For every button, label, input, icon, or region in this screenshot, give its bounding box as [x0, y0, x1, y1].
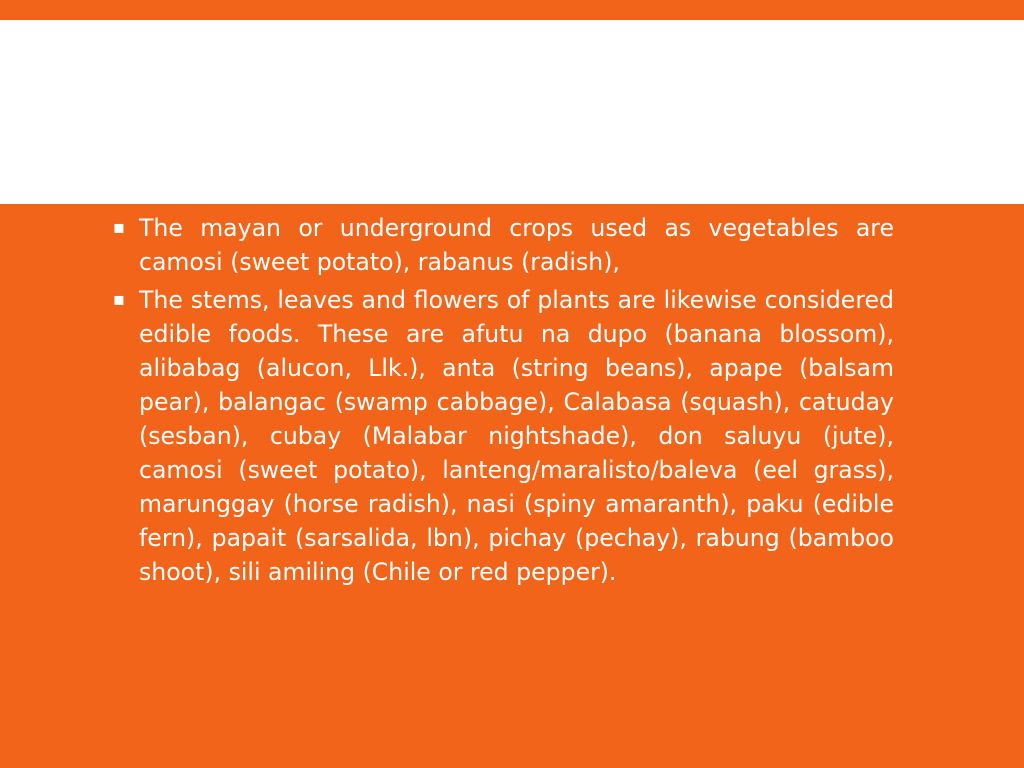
title-band: [0, 20, 1024, 204]
bullet-marker-icon: ▪: [112, 289, 126, 310]
bullet-item: [108, 283, 894, 589]
bullet-item: [108, 211, 894, 279]
bullet-text: The stems, leaves and flowers of plants are likewise considered edible foods. These are afutu na dupo (banana blossom), alibabag (alucon, Llk.), anta (string beans), apape (balsam pear), balangac (swamp cabbage), Calabasa (squash), catuday (sesban), cubay (Malabar nightshade), don saluyu (jute), camosi (sweet potato), lanteng/maralisto/baleva (eel grass), marunggay (horse radish), nasi (spiny amaranth), paku (edible fern), papait (sarsalida, lbn), pichay (pechay), rabung (bamboo shoot), sili amiling (Chile or red pepper).: [139, 286, 894, 586]
bullet-marker-icon: ▪: [112, 217, 126, 238]
bullet-list: [108, 211, 894, 593]
bullet-text: The mayan or underground crops used as vegetables are camosi (sweet potato), rabanus (radish),: [139, 214, 894, 276]
